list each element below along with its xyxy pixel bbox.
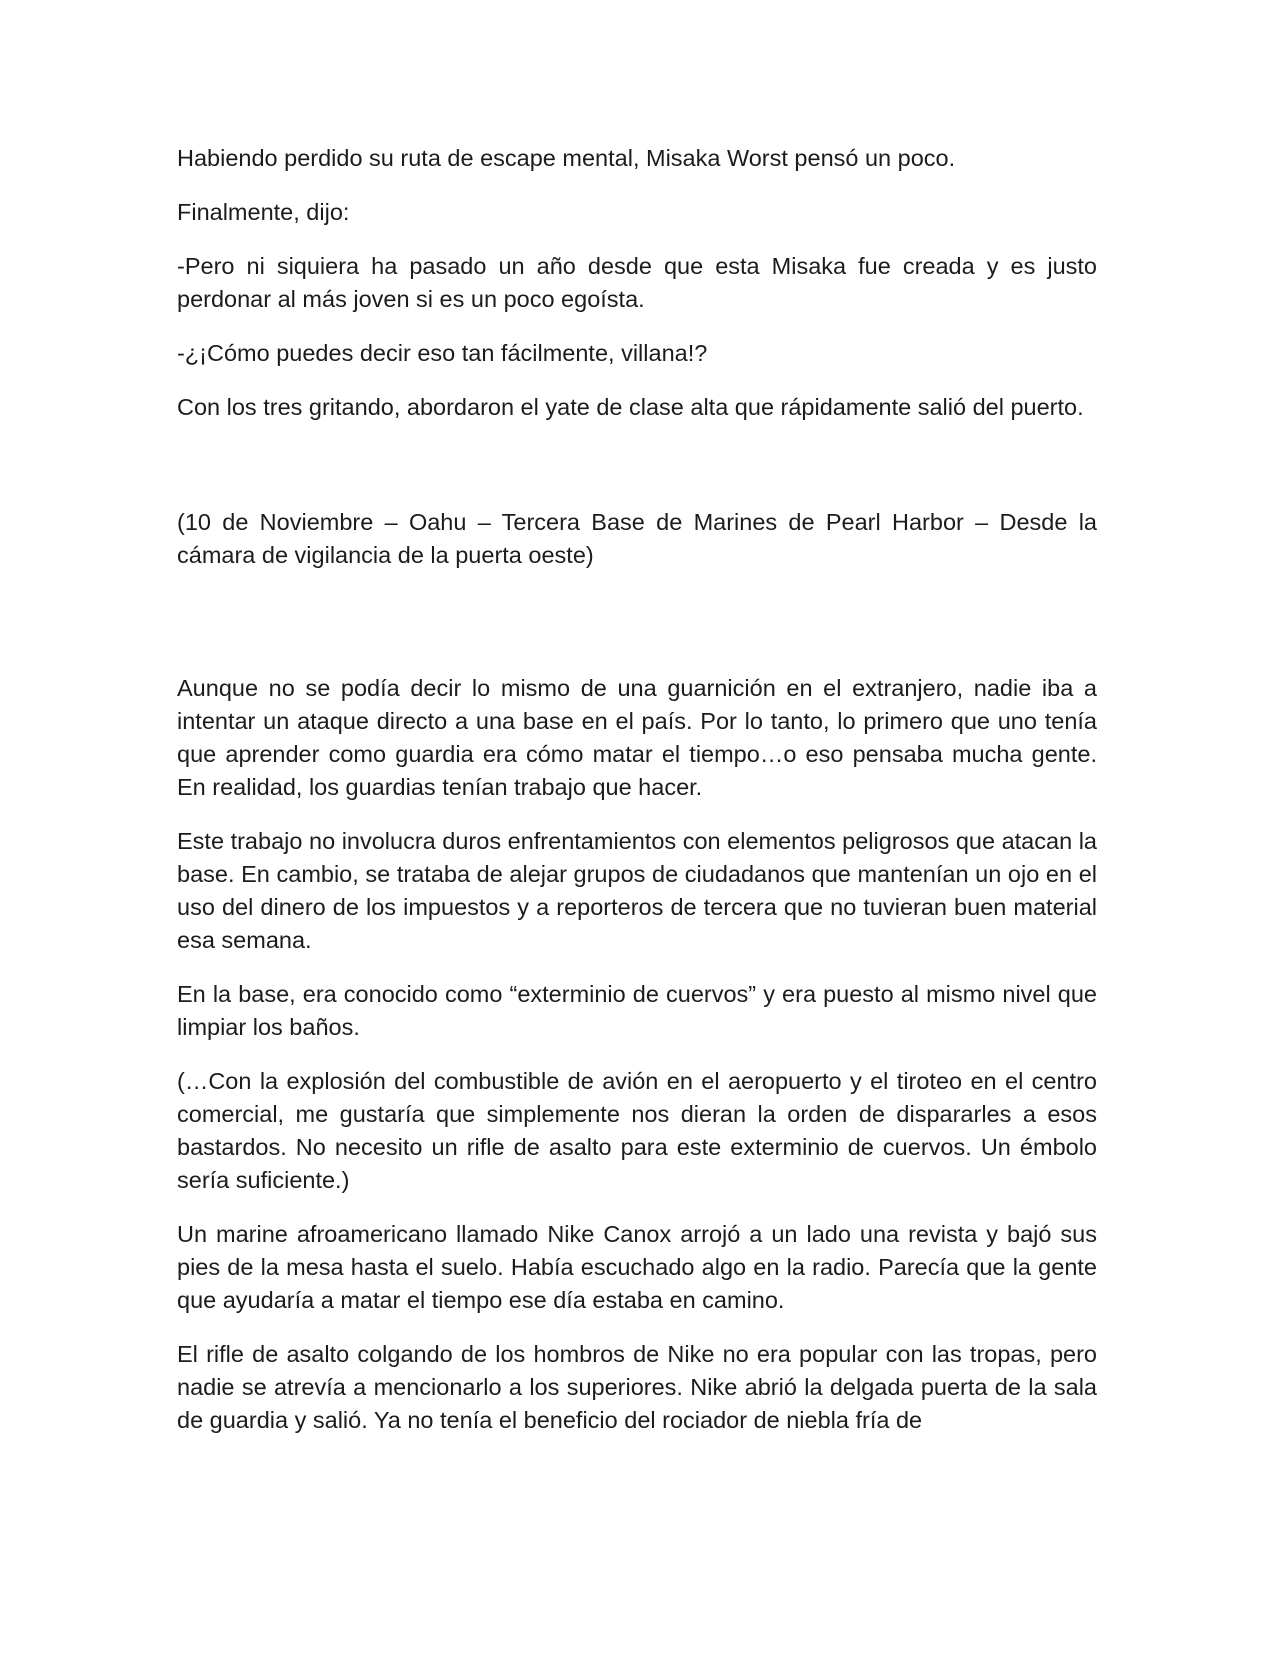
paragraph: (…Con la explosión del combustible de avión en el aeropuerto y el tiroteo en el centro comercial, me gustaría que simplemente nos dieran la orden de dispararles a esos bastardos. No necesito un rifle de asalto para este exterminio de cuervos. Un émbolo sería suficiente.) [177,1068,1097,1193]
paragraph: Habiendo perdido su ruta de escape mental, Misaka Worst pensó un poco. [177,145,956,171]
section-gap [177,593,1097,672]
paragraph: Un marine afroamericano llamado Nike Canox arrojó a un lado una revista y bajó sus pies de la mesa hasta el suelo. Había escuchado algo en la radio. Parecía que la gente que ayudaría a matar el tiempo ese día estaba en camino. [177,1221,1097,1313]
section-gap [177,445,1097,506]
paragraph: Aunque no se podía decir lo mismo de una guarnición en el extranjero, nadie iba a intentar un ataque directo a una base en el país. Por lo tanto, lo primero que uno tenía que aprender como guardia era cómo matar el tiempo…o eso pensaba mucha gente. En realidad, los guardias tenían trabajo que hacer. [177,675,1097,800]
paragraph: Este trabajo no involucra duros enfrentamientos con elementos peligrosos que atacan la base. En cambio, se trataba de alejar grupos de ciudadanos que mantenían un ojo en el uso del dinero de los impuestos y a reporteros de tercera que no tuvieran buen material esa semana. [177,828,1097,953]
paragraph: -Pero ni siquiera ha pasado un año desde que esta Misaka fue creada y es justo perdonar al más joven si es un poco egoísta. [177,253,1097,312]
paragraph: -¿¡Cómo puedes decir eso tan fácilmente, villana!? [177,340,708,366]
paragraph: En la base, era conocido como “exterminio de cuervos” y era puesto al mismo nivel que limpiar los baños. [177,981,1097,1040]
paragraph: Finalmente, dijo: [177,199,350,225]
paragraph: El rifle de asalto colgando de los hombros de Nike no era popular con las tropas, pero nadie se atrevía a mencionarlo a los superiores. Nike abrió la delgada puerta de la sala de guardia y salió. Ya no tenía el beneficio del rociador de niebla fría de [177,1341,1097,1433]
document-body [177,142,1097,1458]
scene-heading: (10 de Noviembre – Oahu – Tercera Base de Marines de Pearl Harbor – Desde la cámara de vigilancia de la puerta oeste) [177,509,1097,568]
paragraph: Con los tres gritando, abordaron el yate de clase alta que rápidamente salió del puerto. [177,394,1084,420]
